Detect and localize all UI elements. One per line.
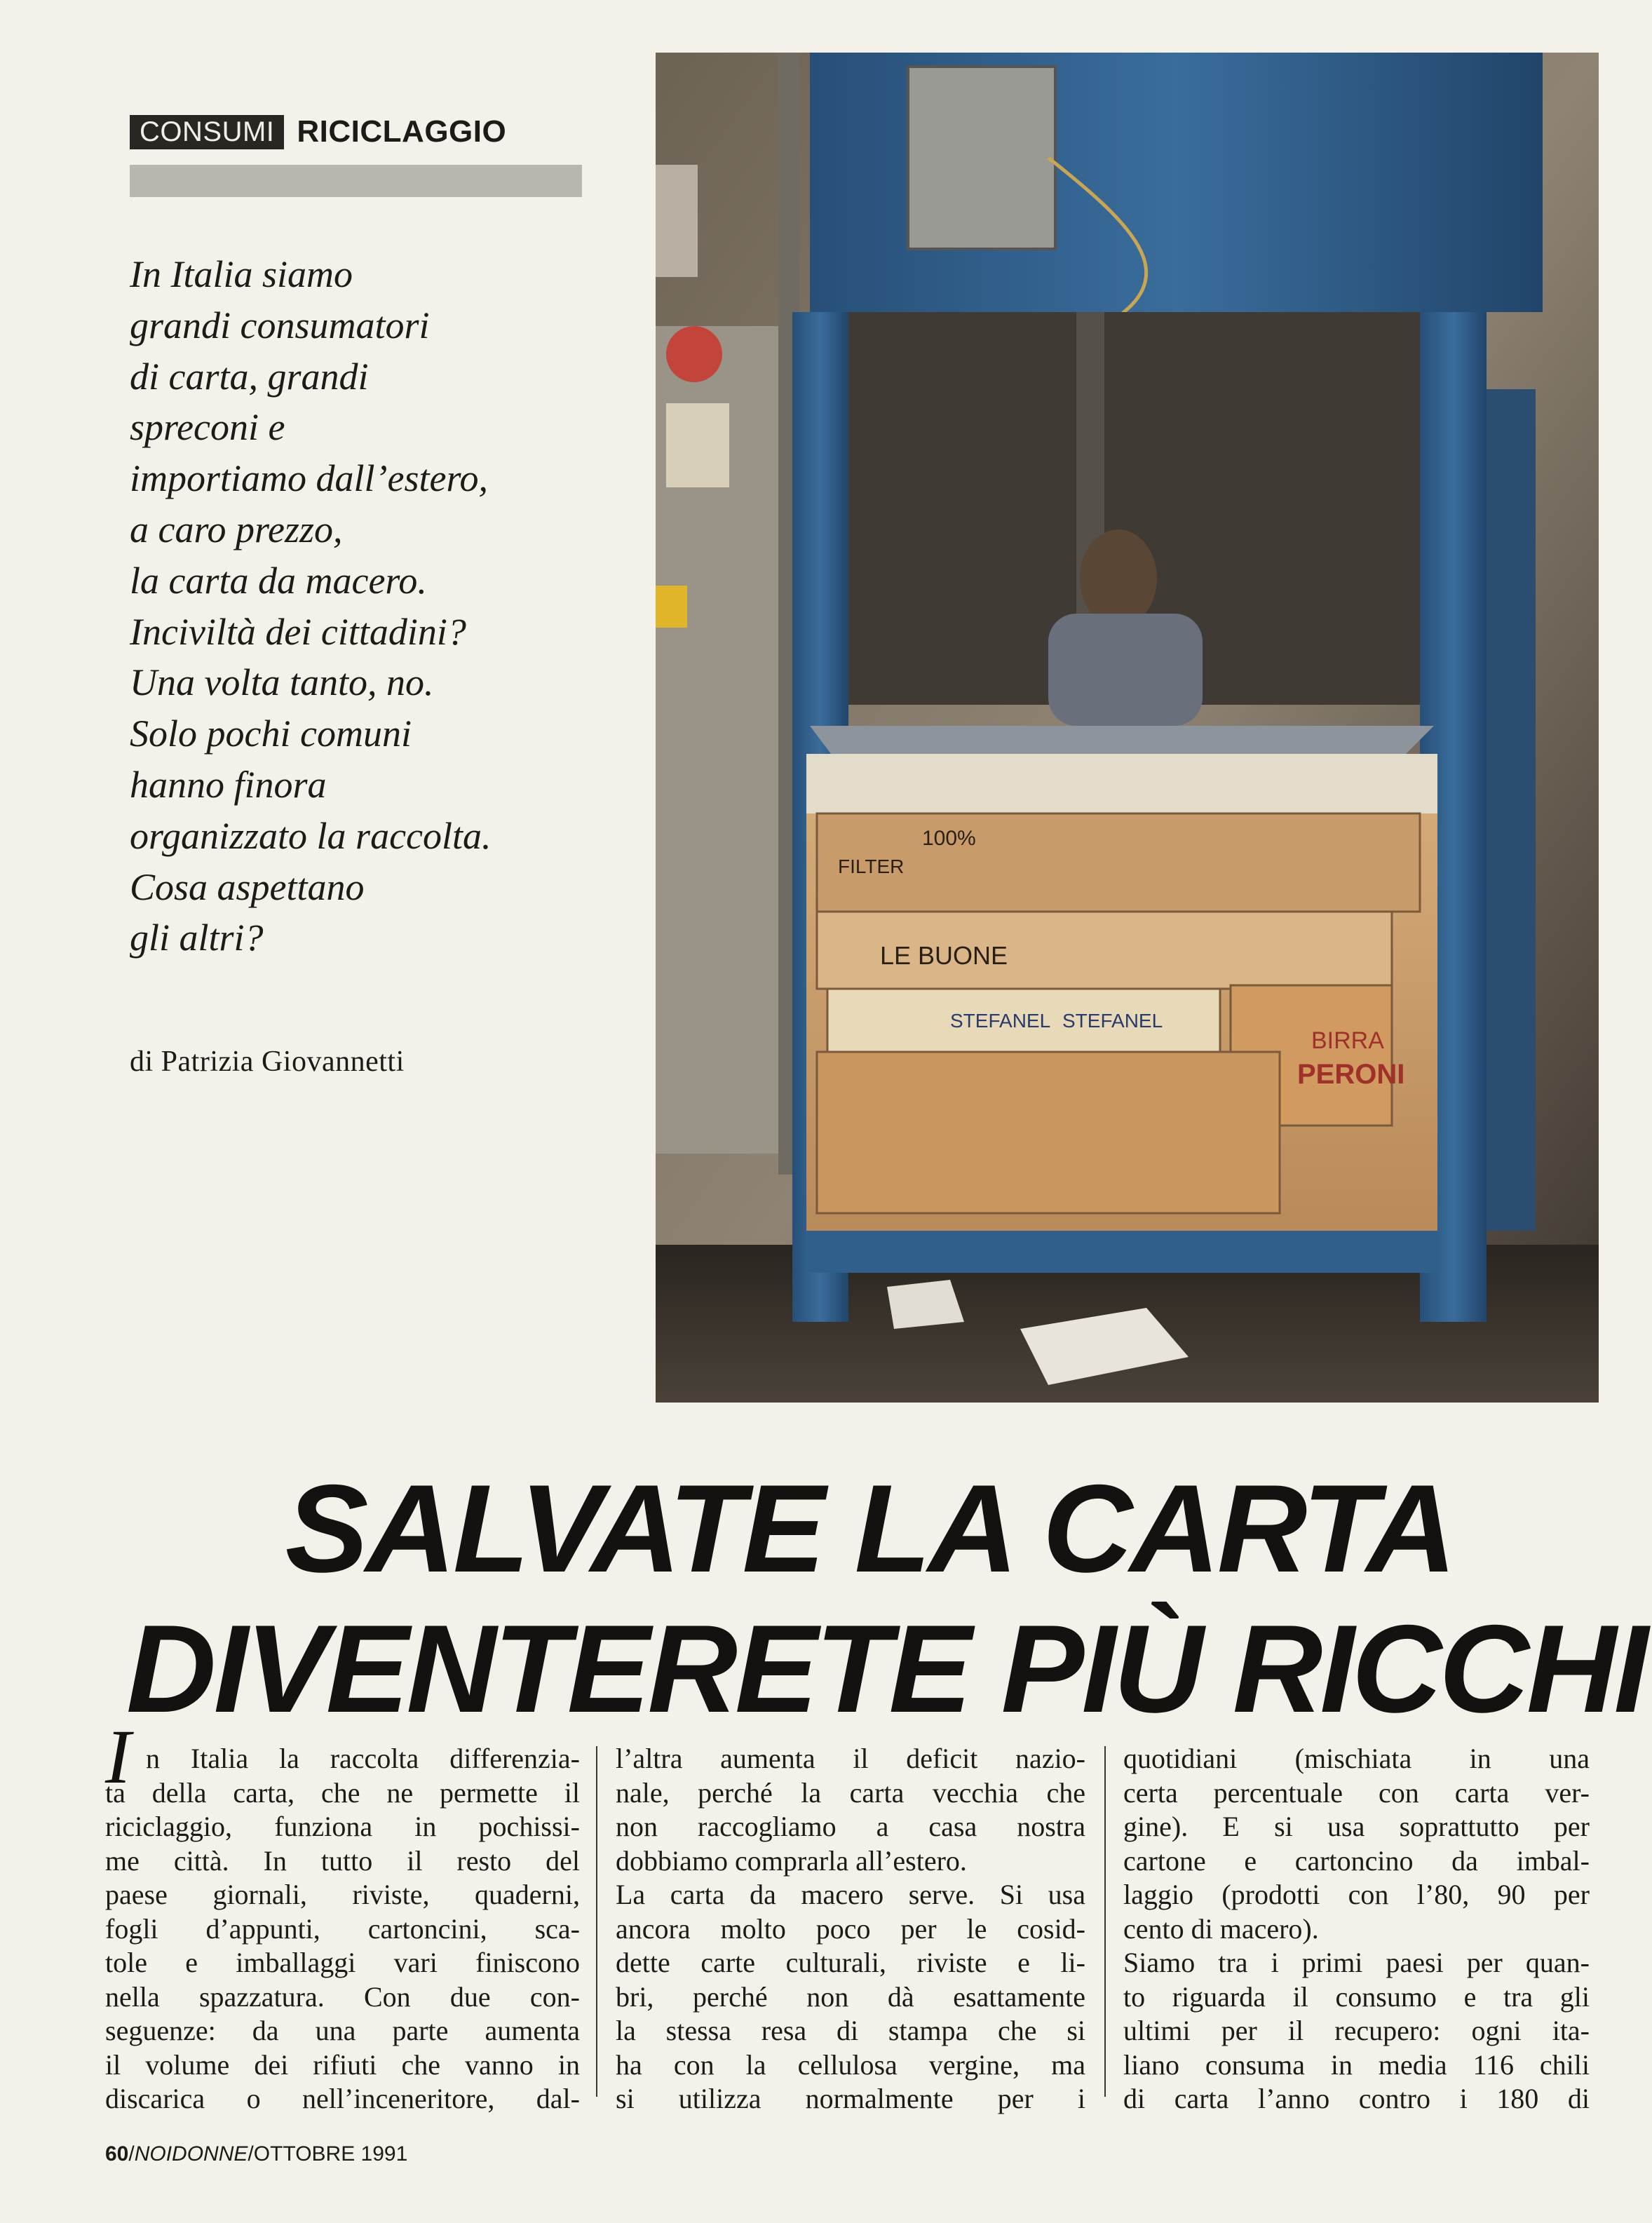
standfirst-line: spreconi e bbox=[130, 406, 285, 449]
page-folio: 60/NOIDONNE/OTTOBRE 1991 bbox=[105, 2142, 408, 2165]
body-line: seguenze: da una parte aumenta bbox=[105, 2015, 580, 2046]
body-line: discarica o nell’inceneritore, dal- bbox=[105, 2083, 580, 2114]
photo-box-label: BIRRA bbox=[1311, 1027, 1384, 1054]
page-number: 60 bbox=[105, 2142, 129, 2165]
body-line: ancora molto poco per le cosid- bbox=[616, 1912, 1085, 1945]
body-column-3 bbox=[1123, 1742, 1590, 2116]
body-line: certa percentuale con carta ver- bbox=[1123, 1776, 1590, 1809]
body-line: to riguarda il consumo e tra gli bbox=[1123, 1980, 1590, 2013]
body-line: nale, perché la carta vecchia che bbox=[616, 1776, 1085, 1809]
body-line: liano consuma in media 116 chili bbox=[1123, 2048, 1590, 2081]
drop-cap: I bbox=[105, 1714, 131, 1799]
headline bbox=[126, 1459, 1646, 1739]
photo-box-label: STEFANEL bbox=[1062, 1010, 1163, 1032]
body-line: Siamo tra i primi paesi per quan- bbox=[1123, 1947, 1590, 1978]
column-rule bbox=[596, 1746, 597, 2097]
standfirst-line: In Italia siamo bbox=[130, 253, 353, 295]
body-column-2 bbox=[616, 1742, 1085, 2116]
body-line: cento di macero). bbox=[1123, 1912, 1319, 1945]
body-column-1 bbox=[105, 1742, 580, 2116]
body-line: gine). E si usa soprattutto per bbox=[1123, 1811, 1590, 1842]
body-line: fogli d’appunti, cartoncini, sca- bbox=[105, 1912, 580, 1945]
section-tag: CONSUMI bbox=[130, 115, 284, 149]
section-kicker bbox=[130, 112, 506, 151]
body-line: riciclaggio, funziona in pochissi- bbox=[105, 1811, 580, 1842]
body-line: me città. In tutto il resto del bbox=[105, 1844, 580, 1877]
photo-box-label: PERONI bbox=[1297, 1059, 1405, 1090]
photo-box-label: 100% bbox=[922, 827, 976, 850]
standfirst bbox=[130, 249, 621, 964]
column-rule bbox=[1104, 1746, 1106, 2097]
standfirst-line: la carta da macero. bbox=[130, 559, 427, 602]
body-line: si utilizza normalmente per i bbox=[616, 2083, 1085, 2114]
body-line: la stessa resa di stampa che si bbox=[616, 2015, 1085, 2046]
body-line: non raccogliamo a casa nostra bbox=[616, 1811, 1085, 1842]
section-name: RICICLAGGIO bbox=[297, 114, 507, 149]
body-line: quotidiani (mischiata in una bbox=[1123, 1743, 1590, 1774]
standfirst-line: Inciviltà dei cittadini? bbox=[130, 610, 466, 653]
body-line: cartone e cartoncino da imbal- bbox=[1123, 1844, 1590, 1877]
photo-platen bbox=[810, 726, 1434, 754]
photo-worker bbox=[1048, 614, 1203, 726]
body-line: bri, perché non dà esattamente bbox=[616, 1980, 1085, 2013]
body-line: dobbiamo comprarla all’estero. bbox=[616, 1844, 967, 1877]
headline-line-2: DIVENTERETE PIÙ RICCHI bbox=[126, 1599, 1646, 1738]
magazine-name: NOIDONNE bbox=[134, 2142, 248, 2165]
photo-box-label: FILTER bbox=[838, 856, 905, 877]
photo-illustration bbox=[656, 53, 1599, 1403]
standfirst-line: Cosa aspettano bbox=[130, 865, 365, 908]
body-line: laggio (prodotti con l’80, 90 per bbox=[1123, 1879, 1590, 1910]
body-line: l’altra aumenta il deficit nazio- bbox=[616, 1743, 1085, 1774]
body-line: di carta l’anno contro i 180 di bbox=[1123, 2083, 1590, 2114]
body-line: tole e imballaggi vari finiscono bbox=[105, 1947, 580, 1978]
standfirst-line: Una volta tanto, no. bbox=[130, 661, 434, 704]
body-line: paese giornali, riviste, quaderni, bbox=[105, 1879, 580, 1910]
body-line: ultimi per il recupero: ogni ita- bbox=[1123, 2015, 1590, 2046]
standfirst-line: importiamo dall’estero, bbox=[130, 457, 488, 500]
standfirst-line: a caro prezzo, bbox=[130, 508, 343, 550]
body-line: ta della carta, che ne permette il bbox=[105, 1776, 580, 1809]
standfirst-line: hanno finora bbox=[130, 763, 327, 806]
standfirst-line: grandi consumatori bbox=[130, 304, 430, 346]
body-line: La carta da macero serve. Si usa bbox=[616, 1879, 1085, 1910]
photo-sticker bbox=[666, 326, 722, 382]
byline: di Patrizia Giovannetti bbox=[130, 1046, 405, 1078]
photo-box-label: LE BUONE bbox=[880, 941, 1008, 970]
standfirst-line: gli altri? bbox=[130, 917, 264, 959]
standfirst-line: organizzato la raccolta. bbox=[130, 814, 492, 857]
kicker-rule bbox=[130, 165, 582, 197]
photo-paper-baling-press bbox=[656, 53, 1599, 1403]
body-line: ha con la cellulosa vergine, ma bbox=[616, 2048, 1085, 2081]
body-line: dette carte culturali, riviste e li- bbox=[616, 1947, 1085, 1978]
standfirst-line: Solo pochi comuni bbox=[130, 712, 412, 755]
body-line: n Italia la raccolta differenzia- bbox=[146, 1743, 580, 1774]
headline-line-1: SALVATE LA CARTA bbox=[285, 1459, 1454, 1598]
issue-date: OTTOBRE 1991 bbox=[253, 2142, 408, 2165]
body-line: nella spazzatura. Con due con- bbox=[105, 1980, 580, 2013]
photo-box-label: STEFANEL bbox=[950, 1010, 1051, 1032]
photo-control-box bbox=[908, 67, 1055, 249]
standfirst-line: di carta, grandi bbox=[130, 355, 369, 398]
body-line: il volume dei rifiuti che vanno in bbox=[105, 2048, 580, 2081]
